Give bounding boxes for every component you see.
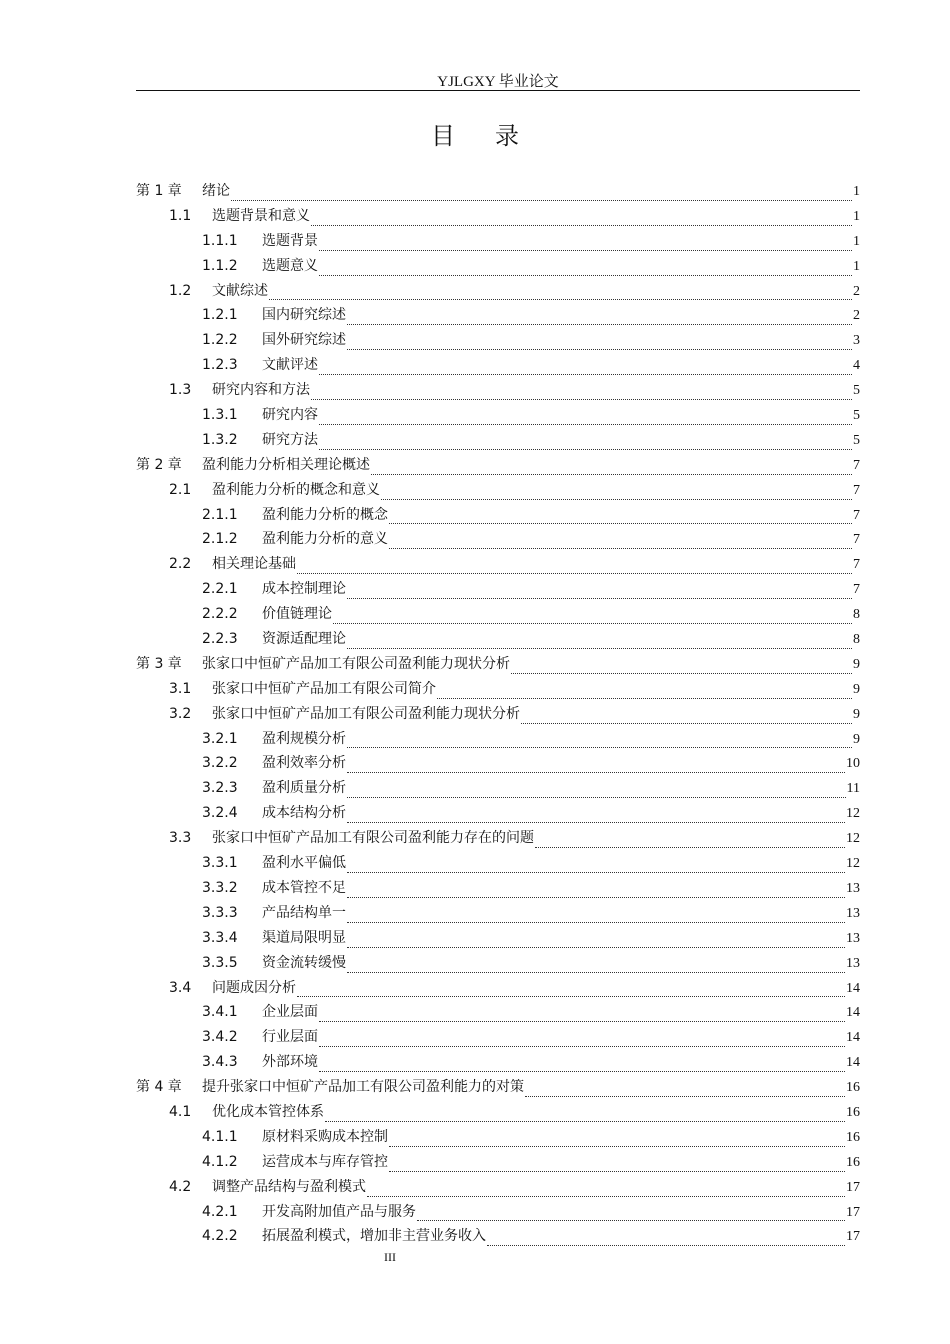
toc-entry-title: 张家口中恒矿产品加工有限公司盈利能力存在的问题 — [212, 830, 534, 847]
toc-entry-title: 成本管控不足 — [262, 879, 346, 896]
toc-entry-number: 1.1 — [169, 207, 192, 224]
toc-entry-title: 张家口中恒矿产品加工有限公司简介 — [212, 680, 436, 697]
toc-entry-number: 3.4.3 — [202, 1054, 238, 1071]
toc-entry-page: 9 — [853, 681, 860, 697]
toc-entry-number: 3.2.1 — [202, 730, 238, 747]
dot-leader — [389, 548, 852, 549]
toc-entry-title: 盈利质量分析 — [262, 780, 346, 797]
toc-entry-title: 资金流转缓慢 — [262, 954, 346, 971]
toc-entry-number: 1.1.1 — [202, 232, 238, 249]
toc-entry-page: 14 — [846, 1005, 860, 1021]
dot-leader — [347, 972, 845, 973]
toc-entry-page: 14 — [846, 1030, 860, 1046]
dot-leader — [347, 872, 845, 873]
toc-entry-page: 7 — [853, 532, 860, 548]
dot-leader — [347, 648, 852, 649]
toc-entry-page: 5 — [853, 408, 860, 424]
toc-entry-number: 2.1.2 — [202, 531, 238, 548]
dot-leader — [511, 673, 852, 674]
toc-entry-number: 2.2.3 — [202, 631, 238, 648]
dot-leader — [311, 225, 852, 226]
dot-leader — [389, 1171, 845, 1172]
toc-entry-page: 12 — [846, 856, 860, 872]
toc-entry-number: 2.2.2 — [202, 606, 238, 623]
toc-entry-page: 7 — [853, 557, 860, 573]
dot-leader — [389, 1146, 845, 1147]
toc-entry[interactable] — [136, 578, 860, 603]
toc-entry[interactable] — [136, 379, 860, 404]
toc-entry-page: 17 — [846, 1229, 860, 1245]
toc-entry[interactable] — [136, 180, 860, 205]
toc-entry[interactable] — [136, 205, 860, 230]
dot-leader — [311, 399, 852, 400]
table-of-contents — [136, 180, 860, 1250]
toc-entry-number: 3.1 — [169, 680, 192, 697]
toc-entry-page: 16 — [846, 1154, 860, 1170]
toc-entry[interactable] — [136, 1051, 860, 1076]
dot-leader — [347, 797, 846, 798]
toc-entry[interactable] — [136, 1076, 860, 1101]
toc-entry-title: 选题意义 — [262, 257, 318, 274]
toc-entry-page: 8 — [853, 607, 860, 623]
dot-leader — [319, 374, 852, 375]
toc-entry-page: 1 — [853, 233, 860, 249]
dot-leader — [231, 200, 852, 201]
toc-entry[interactable] — [136, 354, 860, 379]
toc-entry[interactable] — [136, 1201, 860, 1226]
toc-entry-title: 相关理论基础 — [212, 556, 296, 573]
toc-entry[interactable] — [136, 479, 860, 504]
toc-entry-number: 2.2.1 — [202, 581, 238, 598]
running-header: YJLGXY 毕业论文 — [437, 74, 559, 90]
toc-entry-page: 2 — [853, 283, 860, 299]
toc-entry[interactable] — [136, 952, 860, 977]
toc-entry-number: 4.2 — [169, 1178, 192, 1195]
toc-entry-number: 3.3.3 — [202, 904, 238, 921]
dot-leader — [347, 598, 852, 599]
toc-entry-number: 4.2.1 — [202, 1203, 238, 1220]
toc-entry-title: 渠道局限明显 — [262, 929, 346, 946]
toc-entry-number: 4.2.2 — [202, 1228, 238, 1245]
toc-entry[interactable] — [136, 852, 860, 877]
toc-entry[interactable] — [136, 777, 860, 802]
toc-entry-number: 1.2 — [169, 282, 192, 299]
toc-entry-page: 17 — [846, 1204, 860, 1220]
toc-entry-page: 12 — [846, 806, 860, 822]
toc-entry[interactable] — [136, 429, 860, 454]
toc-entry-title: 盈利效率分析 — [262, 755, 346, 772]
toc-entry-title: 研究内容和方法 — [212, 382, 310, 399]
toc-entry-title: 国外研究综述 — [262, 332, 346, 349]
toc-entry-title: 问题成因分析 — [212, 979, 296, 996]
toc-entry[interactable] — [136, 255, 860, 280]
toc-entry-number: 第 4 章 — [136, 1079, 182, 1096]
toc-entry[interactable] — [136, 728, 860, 753]
toc-entry-number: 2.2 — [169, 556, 192, 573]
dot-leader — [319, 424, 852, 425]
toc-entry-page: 14 — [846, 980, 860, 996]
dot-leader — [347, 772, 845, 773]
dot-leader — [347, 947, 845, 948]
toc-entry-title: 拓展盈利模式，增加非主营业务收入 — [262, 1228, 486, 1245]
footer-page-number: III — [384, 1250, 396, 1264]
toc-entry[interactable] — [136, 1026, 860, 1051]
toc-entry-number: 1.1.2 — [202, 257, 238, 274]
toc-entry-title: 成本控制理论 — [262, 581, 346, 598]
toc-entry-page: 7 — [853, 582, 860, 598]
toc-entry-title: 盈利能力分析相关理论概述 — [202, 456, 370, 473]
toc-entry-number: 3.4.2 — [202, 1029, 238, 1046]
toc-entry-page: 10 — [846, 756, 860, 772]
dot-leader — [389, 523, 852, 524]
toc-entry-title: 盈利能力分析的意义 — [262, 531, 388, 548]
toc-entry-page: 13 — [846, 930, 860, 946]
toc-entry[interactable] — [136, 678, 860, 703]
toc-entry-page: 5 — [853, 432, 860, 448]
toc-entry-page: 13 — [846, 880, 860, 896]
dot-leader — [347, 349, 852, 350]
toc-entry[interactable] — [136, 454, 860, 479]
toc-entry[interactable] — [136, 304, 860, 329]
toc-entry[interactable] — [136, 553, 860, 578]
toc-entry-title: 盈利规模分析 — [262, 730, 346, 747]
toc-entry[interactable] — [136, 877, 860, 902]
toc-entry-page: 1 — [853, 184, 860, 199]
toc-entry-page: 5 — [853, 383, 860, 399]
toc-entry[interactable] — [136, 1151, 860, 1176]
toc-entry-page: 12 — [846, 831, 860, 847]
dot-leader — [297, 996, 845, 997]
toc-entry[interactable] — [136, 628, 860, 653]
toc-entry-title: 盈利能力分析的概念 — [262, 506, 388, 523]
toc-entry-title: 选题背景和意义 — [212, 207, 310, 224]
dot-leader — [487, 1245, 845, 1246]
toc-entry-number: 3.2 — [169, 705, 192, 722]
toc-entry-title: 成本结构分析 — [262, 805, 346, 822]
toc-entry-page: 3 — [853, 333, 860, 349]
dot-leader — [319, 250, 852, 251]
toc-entry-number: 4.1.2 — [202, 1153, 238, 1170]
toc-entry-page: 1 — [853, 258, 860, 274]
toc-entry[interactable] — [136, 902, 860, 927]
dot-leader — [371, 474, 852, 475]
toc-entry[interactable] — [136, 752, 860, 777]
toc-entry-page: 9 — [853, 656, 860, 672]
toc-entry[interactable] — [136, 329, 860, 354]
toc-entry-number: 第 1 章 — [136, 183, 182, 199]
toc-entry-number: 3.3.5 — [202, 954, 238, 971]
dot-leader — [319, 1021, 845, 1022]
toc-entry[interactable] — [136, 977, 860, 1002]
toc-entry-title: 资源适配理论 — [262, 631, 346, 648]
dot-leader — [381, 499, 852, 500]
dot-leader — [525, 1096, 845, 1097]
toc-entry-number: 1.3.1 — [202, 407, 238, 424]
dot-leader — [367, 1196, 845, 1197]
dot-leader — [347, 324, 852, 325]
dot-leader — [347, 822, 845, 823]
toc-entry-title: 企业层面 — [262, 1004, 318, 1021]
dot-leader — [319, 1046, 845, 1047]
dot-leader — [269, 299, 852, 300]
toc-entry-title: 产品结构单一 — [262, 904, 346, 921]
dot-leader — [521, 723, 852, 724]
toc-entry-title: 盈利水平偏低 — [262, 855, 346, 872]
toc-entry-title: 国内研究综述 — [262, 307, 346, 324]
toc-entry-number: 1.2.2 — [202, 332, 238, 349]
toc-entry-number: 3.2.3 — [202, 780, 238, 797]
toc-entry-page: 14 — [846, 1055, 860, 1071]
toc-entry[interactable] — [136, 927, 860, 952]
toc-entry-title: 原材料采购成本控制 — [262, 1128, 388, 1145]
dot-leader — [325, 1121, 845, 1122]
toc-entry-title: 外部环境 — [262, 1054, 318, 1071]
toc-entry[interactable] — [136, 1001, 860, 1026]
toc-entry-page: 2 — [853, 308, 860, 324]
toc-entry-number: 3.3.2 — [202, 879, 238, 896]
toc-entry-page: 4 — [853, 358, 860, 374]
toc-entry-title: 绪论 — [202, 183, 230, 199]
toc-entry-number: 2.1 — [169, 481, 192, 498]
toc-entry-number: 4.1 — [169, 1103, 192, 1120]
toc-entry-page: 16 — [846, 1104, 860, 1120]
toc-entry-page: 9 — [853, 731, 860, 747]
dot-leader — [437, 698, 852, 699]
toc-entry-page: 1 — [853, 208, 860, 224]
toc-entry-page: 7 — [853, 457, 860, 473]
toc-entry[interactable] — [136, 653, 860, 678]
toc-entry[interactable] — [136, 827, 860, 852]
toc-entry-title: 价值链理论 — [262, 606, 332, 623]
toc-entry-number: 第 3 章 — [136, 655, 182, 672]
toc-entry-number: 3.3 — [169, 830, 192, 847]
toc-entry-page: 7 — [853, 507, 860, 523]
toc-entry-page: 13 — [846, 905, 860, 921]
dot-leader — [347, 747, 852, 748]
header-rule — [136, 90, 860, 91]
toc-entry-page: 9 — [853, 706, 860, 722]
toc-entry-title: 运营成本与库存管控 — [262, 1153, 388, 1170]
toc-entry[interactable] — [136, 1101, 860, 1126]
toc-entry-number: 3.3.4 — [202, 929, 238, 946]
dot-leader — [319, 275, 852, 276]
toc-entry[interactable] — [136, 1126, 860, 1151]
toc-entry-title: 研究内容 — [262, 407, 318, 424]
dot-leader — [347, 897, 845, 898]
dot-leader — [319, 1071, 845, 1072]
dot-leader — [535, 847, 845, 848]
toc-entry-number: 3.3.1 — [202, 855, 238, 872]
toc-entry-number: 3.2.2 — [202, 755, 238, 772]
toc-entry-title: 开发高附加值产品与服务 — [262, 1203, 416, 1220]
toc-entry-title: 张家口中恒矿产品加工有限公司盈利能力现状分析 — [202, 655, 510, 672]
toc-entry-page: 8 — [853, 632, 860, 648]
dot-leader — [319, 449, 852, 450]
toc-entry-title: 行业层面 — [262, 1029, 318, 1046]
toc-entry[interactable] — [136, 603, 860, 628]
toc-entry-title: 文献评述 — [262, 357, 318, 374]
toc-entry-title: 选题背景 — [262, 232, 318, 249]
toc-entry-title: 优化成本管控体系 — [212, 1103, 324, 1120]
toc-entry[interactable] — [136, 404, 860, 429]
toc-entry[interactable] — [136, 802, 860, 827]
dot-leader — [347, 922, 845, 923]
toc-entry-page: 11 — [846, 781, 860, 797]
toc-entry-number: 1.2.3 — [202, 357, 238, 374]
toc-entry[interactable] — [136, 1176, 860, 1201]
toc-entry-number: 第 2 章 — [136, 456, 182, 473]
toc-entry-number: 1.2.1 — [202, 307, 238, 324]
toc-entry-number: 1.3.2 — [202, 431, 238, 448]
toc-entry[interactable] — [136, 280, 860, 305]
toc-entry-number: 2.1.1 — [202, 506, 238, 523]
toc-entry-number: 4.1.1 — [202, 1128, 238, 1145]
toc-heading: 目录 — [431, 122, 559, 150]
toc-entry[interactable] — [136, 1225, 860, 1250]
toc-entry-page: 7 — [853, 482, 860, 498]
toc-entry-title: 文献综述 — [212, 282, 268, 299]
toc-entry[interactable] — [136, 703, 860, 728]
dot-leader — [333, 623, 852, 624]
toc-entry[interactable] — [136, 504, 860, 529]
toc-entry-title: 提升张家口中恒矿产品加工有限公司盈利能力的对策 — [202, 1079, 524, 1096]
dot-leader — [297, 573, 852, 574]
toc-entry-number: 3.4 — [169, 979, 192, 996]
toc-entry-number: 3.2.4 — [202, 805, 238, 822]
toc-entry-title: 研究方法 — [262, 431, 318, 448]
dot-leader — [417, 1220, 845, 1221]
toc-entry-title: 调整产品结构与盈利模式 — [212, 1178, 366, 1195]
toc-entry-page: 16 — [846, 1129, 860, 1145]
toc-entry-page: 13 — [846, 955, 860, 971]
toc-entry-title: 盈利能力分析的概念和意义 — [212, 481, 380, 498]
toc-entry-page: 17 — [846, 1179, 860, 1195]
toc-entry[interactable] — [136, 230, 860, 255]
toc-entry-number: 3.4.1 — [202, 1004, 238, 1021]
toc-entry-number: 1.3 — [169, 382, 192, 399]
toc-entry[interactable] — [136, 528, 860, 553]
toc-entry-title: 张家口中恒矿产品加工有限公司盈利能力现状分析 — [212, 705, 520, 722]
toc-entry-page: 16 — [846, 1080, 860, 1096]
